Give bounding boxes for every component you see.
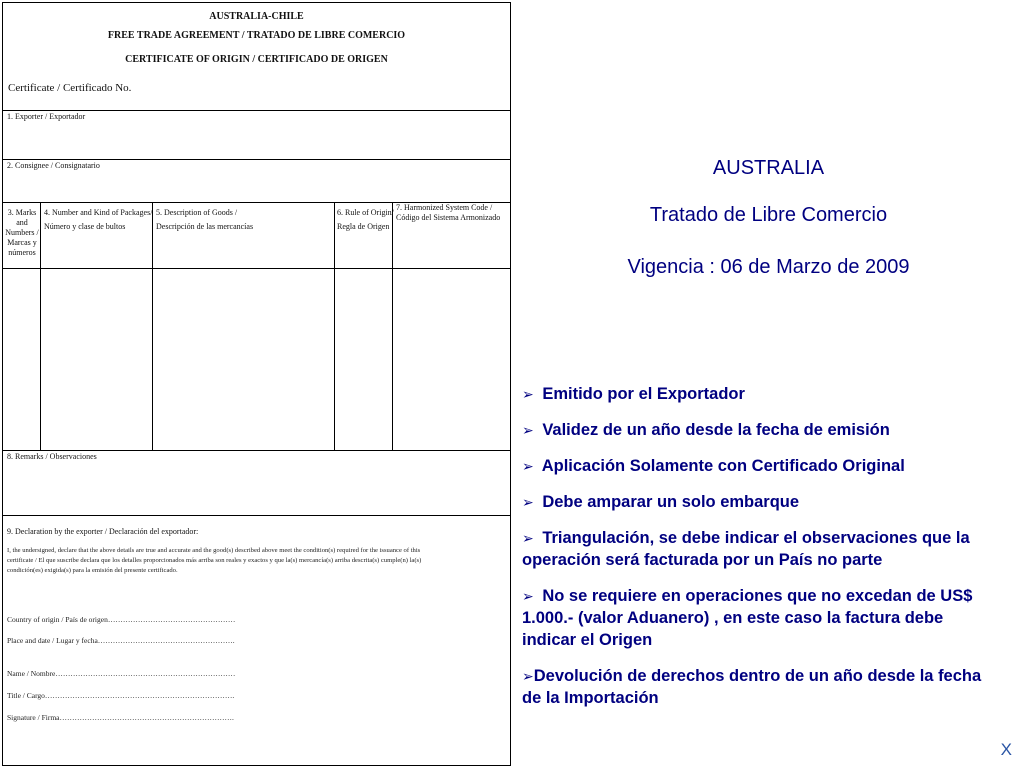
- bullet-item: ➢ No se requiere en operaciones que no excedan de US$ 1.000.- (valor Aduanero) , en este caso la factura debe indicar el Origen: [522, 587, 973, 649]
- form-title-line2: FREE TRADE AGREEMENT / TRATADO DE LIBRE COMERCIO: [107, 30, 406, 41]
- country-of-origin-field: Country of origin / País de origen……………………………………………: [7, 615, 236, 624]
- close-button[interactable]: X: [1000, 740, 1012, 759]
- column-divider: [392, 202, 393, 450]
- box7-hs-code-label: 7. Harmonized System Code / Código del Sistema Armonizado: [396, 203, 501, 222]
- box1-exporter-label: 1. Exporter / Exportador: [7, 112, 86, 121]
- slide-validity: Vigencia : 06 de Marzo de 2009: [627, 256, 910, 278]
- arrow-bullet-icon: ➢: [522, 668, 534, 684]
- certificate-of-origin-form: [2, 2, 511, 766]
- box6-rule-of-origin-label: 6. Rule of Origin/ Regla de Origen: [337, 208, 394, 231]
- bullet-list: [522, 383, 992, 723]
- form-title-line3: CERTIFICATE OF ORIGIN / CERTIFICADO DE ORIGEN: [125, 54, 388, 65]
- slide-title: AUSTRALIA: [712, 157, 825, 179]
- arrow-bullet-icon: ➢: [522, 458, 534, 474]
- arrow-bullet-icon: ➢: [522, 530, 534, 546]
- place-and-date-field: Place and date / Lugar y fecha……………………………………………….: [7, 636, 235, 645]
- form-title-line1: AUSTRALIA-CHILE: [209, 11, 304, 22]
- box9-declaration-text: I, the undersigned, declare that the above details are true and accurate and the good(s) described above meet the condition(s) required for the issuance of this certificate / El que suscribe declara que los detalles proporcionados más arriba son reales y exactos y que la(s) mercancía(s) arriba descrita(s) cumple(n) la(s) condición(es) exigida(s) para la emisión del presente certificado.: [7, 547, 422, 574]
- box8-remarks-label: 8. Remarks / Observaciones: [7, 452, 97, 461]
- certificate-number-label: Certificate / Certificado No.: [8, 82, 132, 94]
- bullet-item: ➢ Triangulación, se debe indicar el observaciones que la operación será facturada por un País no parte: [522, 529, 970, 569]
- column-divider: [334, 202, 335, 450]
- divider: [3, 110, 510, 111]
- column-divider: [40, 202, 41, 450]
- arrow-bullet-icon: ➢: [522, 588, 534, 604]
- box9-declaration-title: 9. Declaration by the exporter / Declaración del exportador:: [7, 527, 199, 536]
- bullet-item: ➢ Emitido por el Exportador: [522, 385, 745, 403]
- arrow-bullet-icon: ➢: [522, 494, 534, 510]
- box2-consignee-label: 2. Consignee / Consignatario: [7, 161, 100, 170]
- bullet-item: ➢ Aplicación Solamente con Certificado Original: [522, 457, 905, 475]
- divider: [3, 515, 510, 516]
- bullet-item: ➢ Validez de un año desde la fecha de emisión: [522, 421, 890, 439]
- column-divider: [152, 202, 153, 450]
- box3-marks-label: 3. Marks and Numbers / Marcas y números: [5, 208, 39, 257]
- box5-description-label: 5. Description of Goods / Descripción de las mercancías: [156, 208, 254, 231]
- title-field: Title / Cargo………………………………………………………………….: [7, 691, 235, 700]
- bullet-item: ➢Devolución de derechos dentro de un año desde la fecha de la Importación: [522, 667, 982, 707]
- arrow-bullet-icon: ➢: [522, 386, 534, 402]
- arrow-bullet-icon: ➢: [522, 422, 534, 438]
- divider: [3, 159, 510, 160]
- slide-subtitle: Tratado de Libre Comercio: [649, 204, 888, 226]
- box4-packages-label: 4. Number and Kind of Packages/ Número y clase de bultos: [44, 208, 153, 231]
- divider: [3, 268, 510, 269]
- bullet-item: ➢ Debe amparar un solo embarque: [522, 493, 800, 511]
- name-field: Name / Nombre………………………………………………………………: [7, 669, 236, 678]
- signature-field: Signature / Firma…………………………………………………………….: [7, 713, 234, 722]
- divider: [3, 450, 510, 451]
